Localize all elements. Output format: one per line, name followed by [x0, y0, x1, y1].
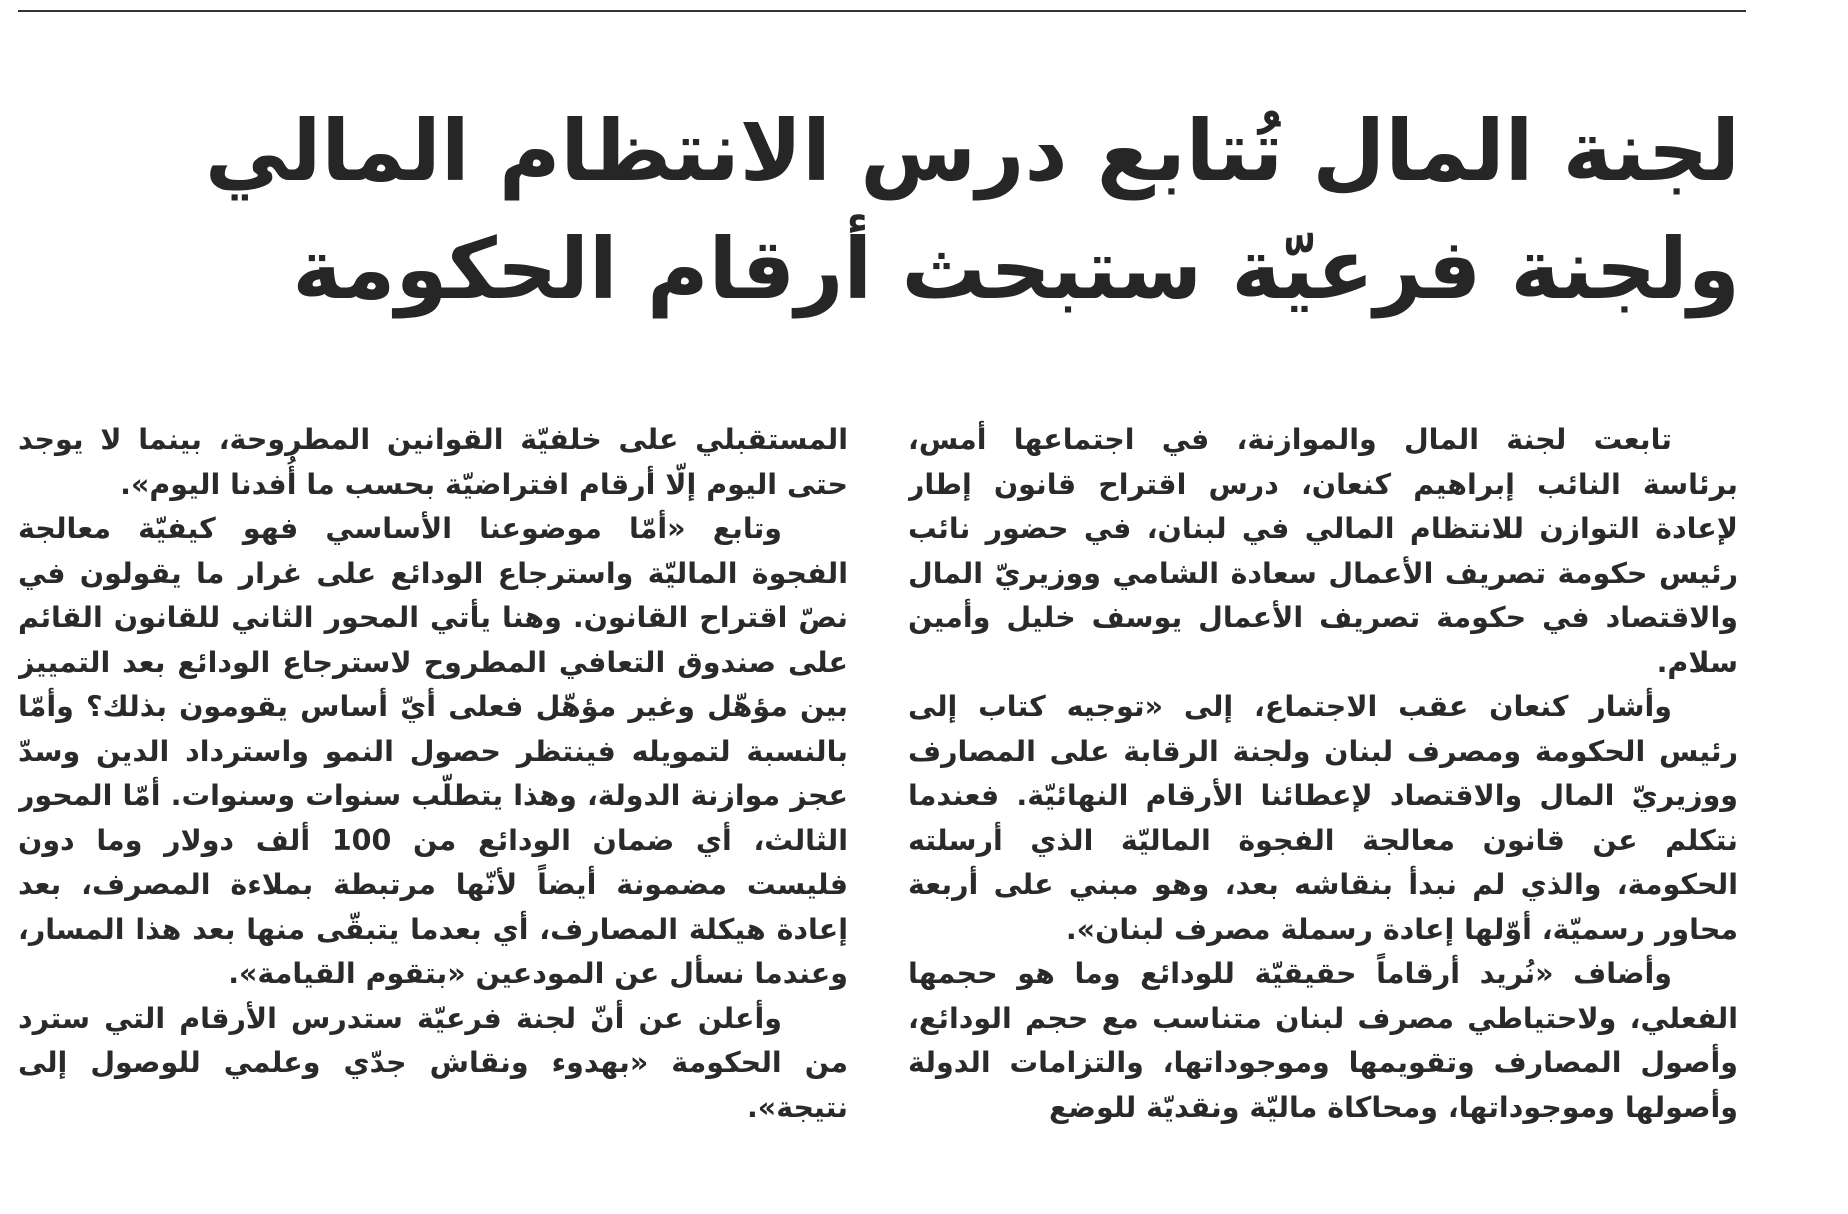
- headline-line-2: ولجنة فرعيّة ستبحث أرقام الحكومة: [292, 220, 1740, 318]
- article-headline: [204, 92, 1740, 328]
- paragraph: المستقبلي على خلفيّة القوانين المطروحة، بينما لا يوجد حتى اليوم إلّا أرقام افتراضيّة بحسب ما أُفدنا اليوم».: [18, 423, 848, 501]
- paragraph: تابعت لجنة المال والموازنة، في اجتماعها أمس، برئاسة النائب إبراهيم كنعان، درس اقتراح قانون إطار لإعادة التوازن للانتظام المالي في لبنان، في حضور نائب رئيس حكومة تصريف الأعمال سعادة الشامي ووزيريّ المال والاقتصاد في حكومة تصريف الأعمال يوسف خليل وأمين سلام.: [908, 423, 1738, 679]
- paragraph: وأعلن عن أنّ لجنة فرعيّة ستدرس الأرقام التي سترد من الحكومة «بهدوء ونقاش جدّي وعلمي للوصول إلى نتيجة».: [18, 1001, 848, 1124]
- paragraph: وأضاف «نُريد أرقاماً حقيقيّة للودائع وما هو حجمها الفعلي، ولاحتياطي مصرف لبنان متناسب مع حجم الودائع، وأصول المصارف وتقويمها وموجوداتها، والتزامات الدولة وأصولها وموجوداتها، ومحاكاة ماليّة ونقديّة للوضع: [908, 957, 1738, 1124]
- headline-line-1: لجنة المال تُتابع درس الانتظام المالي: [204, 102, 1740, 200]
- top-rule: [18, 10, 1746, 12]
- paragraph: وأشار كنعان عقب الاجتماع، إلى «توجيه كتاب إلى رئيس الحكومة ومصرف لبنان ولجنة الرقابة على المصارف ووزيريّ المال والاقتصاد لإعطائنا الأرقام النهائيّة. فعندما نتكلم عن قانون معالجة الفجوة الماليّة الذي أرسلته الحكومة، والذي لم نبدأ بنقاشه بعد، وهو مبني على أربعة محاور رسميّة، أوّلها إعادة رسملة مصرف لبنان».: [908, 690, 1738, 946]
- paragraph: وتابع «أمّا موضوعنا الأساسي فهو كيفيّة معالجة الفجوة الماليّة واسترجاع الودائع على غرار ما يقولون في نصّ اقتراح القانون. وهنا يأتي المحور الثاني للقانون القائم على صندوق التعافي المطروح لاسترجاع الودائع بعد التمييز بين مؤهّل وغير مؤهّل فعلى أيّ أساس يقومون بذلك؟ وأمّا بالنسبة لتمويله فينتظر حصول النمو واسترداد الدين وسدّ عجز موازنة الدولة، وهذا يتطلّب سنوات وسنوات. أمّا المحور الثالث، أي ضمان الودائع من 100 ألف دولار وما دون فليست مضمونة أيضاً لأنّها مرتبطة بملاءة المصرف، بعد إعادة هيكلة المصارف، أي بعدما يتبقّى منها بعد هذا المسار، وعندما نسأل عن المودعين «بتقوم القيامة».: [18, 512, 848, 990]
- article-column-right: [908, 418, 1738, 1188]
- article-column-left: [18, 418, 848, 1188]
